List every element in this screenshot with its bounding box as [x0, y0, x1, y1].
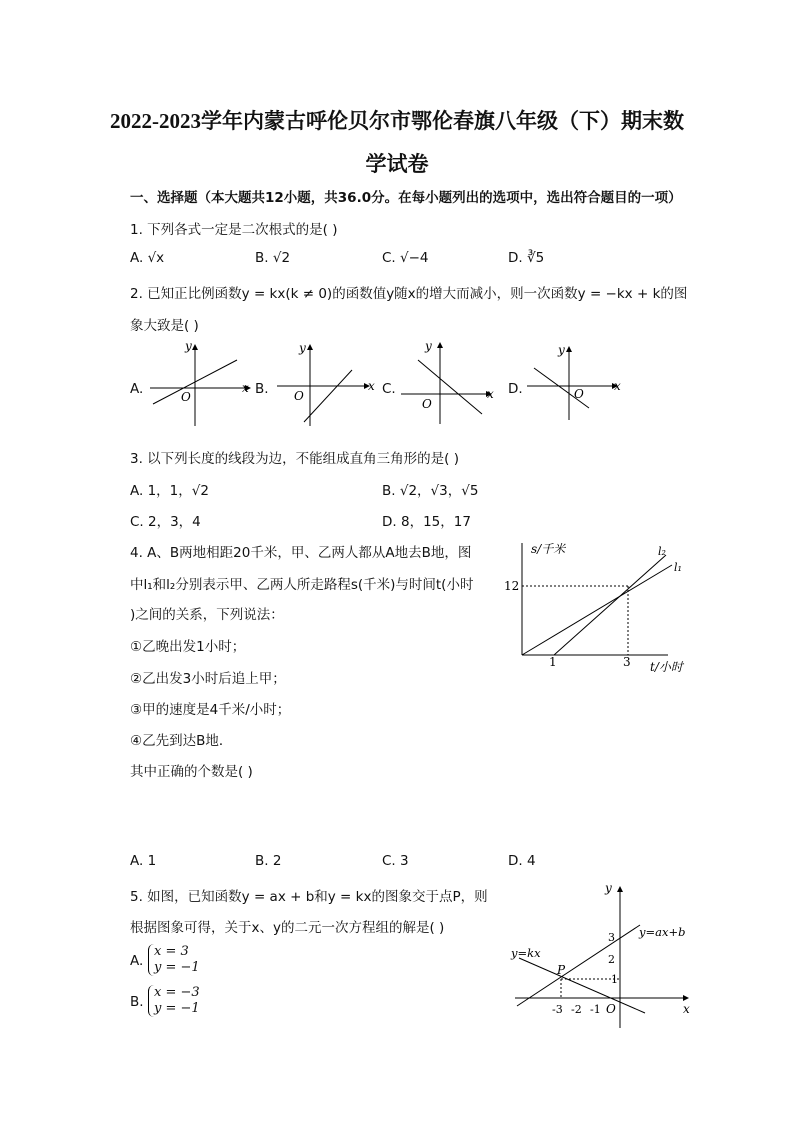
q2a-origin: O	[181, 390, 191, 404]
q1-option-b: B. √2	[255, 250, 291, 266]
q4-stem-line2: 中l₁和l₂分别表示甲、乙两人所走路程s(千米)与时间t(小时	[130, 577, 474, 593]
q1-option-a: A. √x	[130, 250, 165, 266]
q2-graph-a	[145, 340, 255, 430]
q4-option-c: C. 3	[382, 853, 409, 869]
q5-line-kx-label: y=kx	[511, 946, 541, 960]
q4-option-a: A. 1	[130, 853, 157, 869]
q4-l1-label: l₁	[674, 561, 682, 574]
q3-option-b: B. √2，√3，√5	[382, 483, 479, 499]
q4-tick-1: 1	[549, 655, 557, 669]
q4-l2-label: l₂	[658, 545, 666, 558]
q5-tick-x-1: -1	[590, 1003, 601, 1016]
q3-option-c: C. 2，3，4	[130, 514, 201, 530]
q4-option-b: B. 2	[255, 853, 282, 869]
q4-line-l2	[554, 555, 666, 655]
q4-statement-2: ②乙出发3小时后追上甲；	[130, 671, 286, 687]
q2-option-b-letter: B.	[255, 381, 269, 397]
q5-option-b-eq2: y = −1	[154, 1001, 200, 1016]
q4-y-axis-label: s/千米	[531, 542, 566, 556]
q5-tick-y1: 1	[611, 973, 618, 986]
q4-tick-3: 3	[623, 655, 631, 669]
q5-line-ab-label: y=ax+b	[639, 925, 686, 939]
q5-stem: 5. 如图，已知函数y = ax + b和y = kx的图象交于点P，则	[130, 889, 488, 905]
q2a-x-label: x	[242, 381, 249, 395]
q5-tick-x-2: -2	[571, 1003, 582, 1016]
q4-line-l1	[522, 565, 672, 655]
q5-option-a-letter: A.	[130, 953, 144, 969]
q2b-x-label: x	[368, 379, 375, 393]
q5-option-b-letter: B.	[130, 994, 144, 1010]
q5-line-kx	[519, 958, 645, 1013]
q5-option-b-eq1: x = −3	[154, 985, 200, 1000]
q5-y-label: y	[605, 881, 612, 895]
q5-option-a-eq1: x = 3	[154, 944, 189, 959]
q2b-origin: O	[294, 389, 304, 403]
q4-graph	[498, 535, 698, 675]
q5-option-a-system	[148, 944, 200, 976]
q2-stem-line2: 象大致是( )	[130, 318, 199, 334]
q2-graph-b	[272, 340, 382, 430]
q2-graph-d	[524, 340, 629, 430]
q4-statement-1: ①乙晚出发1小时；	[130, 639, 246, 655]
q2d-x-label: x	[614, 379, 621, 393]
q4-statement-3: ③甲的速度是4千米/小时；	[130, 702, 291, 718]
q2-graph-c	[398, 336, 503, 426]
q2d-y-label: y	[558, 343, 565, 357]
q2-option-d-letter: D.	[508, 381, 523, 397]
q1-stem: 1. 下列各式一定是二次根式的是( )	[130, 222, 338, 238]
q2-stem: 2. 已知正比例函数y = kx(k ≠ 0)的函数值y随x的增大而减小，则一次函数y = −kx + k的图	[130, 286, 688, 302]
q5-origin: O	[606, 1002, 616, 1016]
page-title: 2022-2023学年内蒙古呼伦贝尔市鄂伦春旗八年级（下）期末数	[110, 109, 684, 133]
q1-option-d: D. ∛5	[508, 250, 545, 266]
q2c-y-label: y	[425, 339, 432, 353]
q3-stem: 3. 以下列长度的线段为边，不能组成直角三角形的是( )	[130, 451, 459, 467]
q4-option-d: D. 4	[508, 853, 536, 869]
q5-stem-line2: 根据图象可得，关于x、y的二元一次方程组的解是( )	[130, 920, 445, 936]
q2c-origin: O	[422, 397, 432, 411]
q4-statement-4: ④乙先到达B地．	[130, 733, 233, 749]
q4-stem: 4. A、B两地相距20千米，甲、乙两人都从A地去B地，图	[130, 545, 472, 561]
q5-tick-x-3: -3	[552, 1003, 563, 1016]
q5-x-label: x	[683, 1002, 690, 1016]
q3-option-a: A. 1，1，√2	[130, 483, 209, 499]
q2b-y-label: y	[299, 341, 306, 355]
q2-option-a-letter: A.	[130, 381, 144, 397]
q2c-x-label: x	[487, 387, 494, 401]
q4-stem-line3: )之间的关系，下列说法：	[130, 607, 284, 623]
q5-option-a-eq2: y = −1	[154, 960, 200, 975]
q5-graph	[505, 878, 715, 1038]
q5-tick-y3: 3	[608, 931, 615, 944]
q5-tick-y2: 2	[608, 953, 615, 966]
page-title-line2: 学试卷	[365, 152, 429, 176]
q1-option-c: C. √−4	[382, 250, 429, 266]
q4-question: 其中正确的个数是( )	[130, 764, 253, 780]
q4-tick-12: 12	[504, 579, 520, 593]
q2-option-c-letter: C.	[382, 381, 396, 397]
q3-option-d: D. 8，15，17	[382, 514, 471, 530]
q5-option-b-system	[148, 985, 200, 1017]
q2d-origin: O	[574, 387, 584, 401]
section-heading: 一、选择题（本大题共12小题，共36.0分。在每小题列出的选项中，选出符合题目的一项）	[130, 190, 682, 206]
q4-x-axis-label: t/小时	[650, 660, 683, 674]
q2a-y-label: y	[185, 340, 192, 353]
q5-point-p: P	[557, 963, 566, 977]
